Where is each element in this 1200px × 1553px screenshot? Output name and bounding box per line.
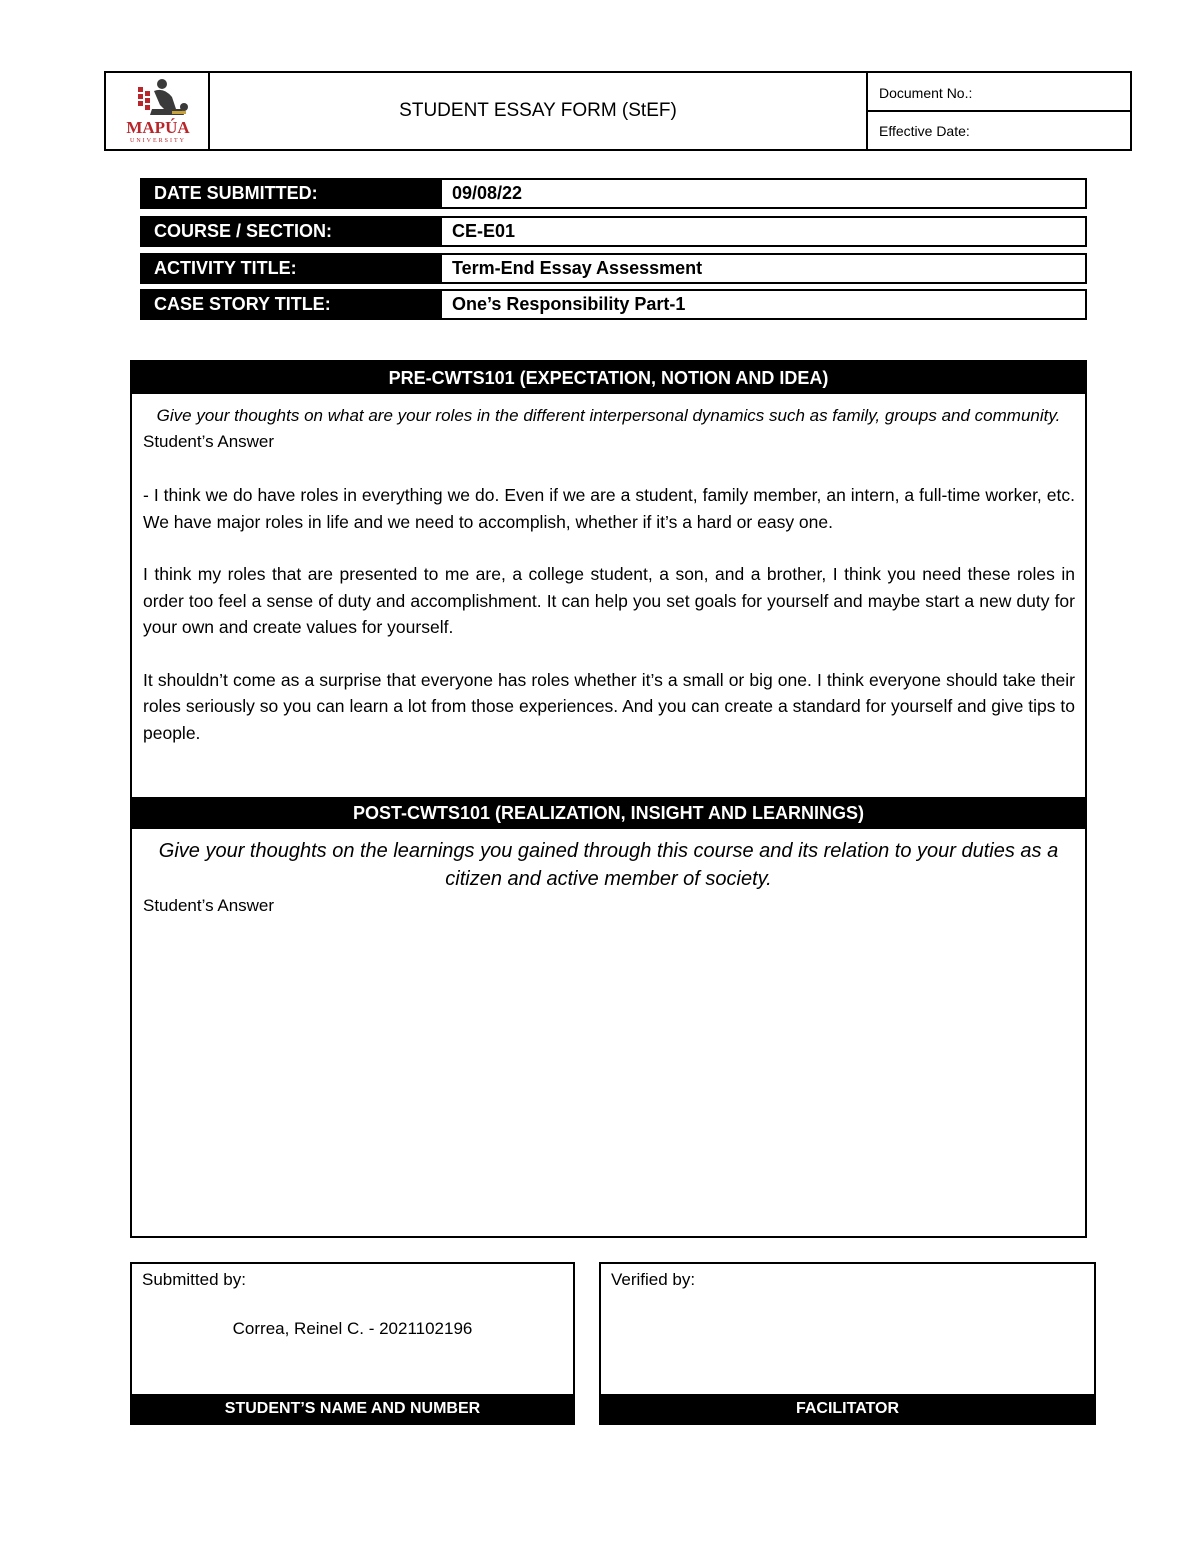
- student-name-footer: STUDENT’S NAME AND NUMBER: [132, 1394, 573, 1423]
- info-value: CE-E01: [452, 221, 516, 241]
- info-row-course-section: [140, 216, 1087, 247]
- post-prompt: Give your thoughts on the learnings you gained through this course and its relation to your duties as a citizen and active member of society.: [158, 840, 1059, 890]
- verified-by-box: [599, 1262, 1096, 1425]
- info-label: DATE SUBMITTED:: [142, 180, 442, 207]
- mapua-logo-icon: [112, 75, 204, 147]
- info-row-case-story-title: [140, 289, 1087, 320]
- info-row-date-submitted: [140, 178, 1087, 209]
- post-answer-label: Student’s Answer: [143, 896, 275, 915]
- info-value: 09/08/22: [452, 183, 523, 203]
- info-label: ACTIVITY TITLE:: [142, 255, 442, 282]
- pre-answer-paragraph: It shouldn’t come as a surprise that everyone has roles whether it’s a small or big one. I think everyone should take their roles seriously so you can learn a lot from those experiences. And you can create a standard for yourself and give tips to people.: [143, 669, 1075, 743]
- pre-answer-paragraph: - I think we do have roles in everything we do. Even if we are a student, family member, an intern, a full-time worker, etc. We have major roles in life and we need to accomplish, whether if it’s a hard or easy one.: [143, 485, 1075, 532]
- submitted-by-label: Submitted by:: [142, 1270, 246, 1289]
- info-row-activity-title: [140, 253, 1087, 284]
- pre-answer-label: Student’s Answer: [143, 432, 275, 451]
- post-section-heading: POST-CWTS101 (REALIZATION, INSIGHT AND LEARNINGS): [132, 797, 1085, 829]
- logo-wordmark: MAPÚA: [126, 118, 190, 137]
- logo-cell: [104, 71, 210, 151]
- student-name: Correa, Reinel C. - 2021102196: [232, 1319, 473, 1338]
- pre-answer-paragraph: I think my roles that are presented to me are, a college student, a son, and a brother, I think you need these roles in order too feel a sense of duty and accomplishment. It can help you set goals for yourself and maybe start a new duty for your own and create values for yourself.: [143, 564, 1075, 637]
- logo-subtext: UNIVERSITY: [130, 138, 186, 144]
- submitted-by-box: [130, 1262, 575, 1425]
- pre-prompt: Give your thoughts on what are your roles in the different interpersonal dynamics such as family, groups and community.: [156, 406, 1061, 425]
- info-label: COURSE / SECTION:: [142, 218, 442, 245]
- pre-section-heading: PRE-CWTS101 (EXPECTATION, NOTION AND IDEA): [132, 362, 1085, 394]
- document-no-field: Document No.:: [866, 71, 1132, 112]
- verified-by-label: Verified by:: [611, 1270, 696, 1289]
- essay-box: [130, 360, 1087, 1238]
- form-title: STUDENT ESSAY FORM (StEF): [208, 71, 868, 151]
- info-label: CASE STORY TITLE:: [142, 291, 442, 318]
- info-value: Term-End Essay Assessment: [452, 258, 703, 278]
- facilitator-footer: FACILITATOR: [601, 1394, 1094, 1423]
- effective-date-field: Effective Date:: [866, 110, 1132, 151]
- info-value: One’s Responsibility Part-1: [452, 294, 686, 314]
